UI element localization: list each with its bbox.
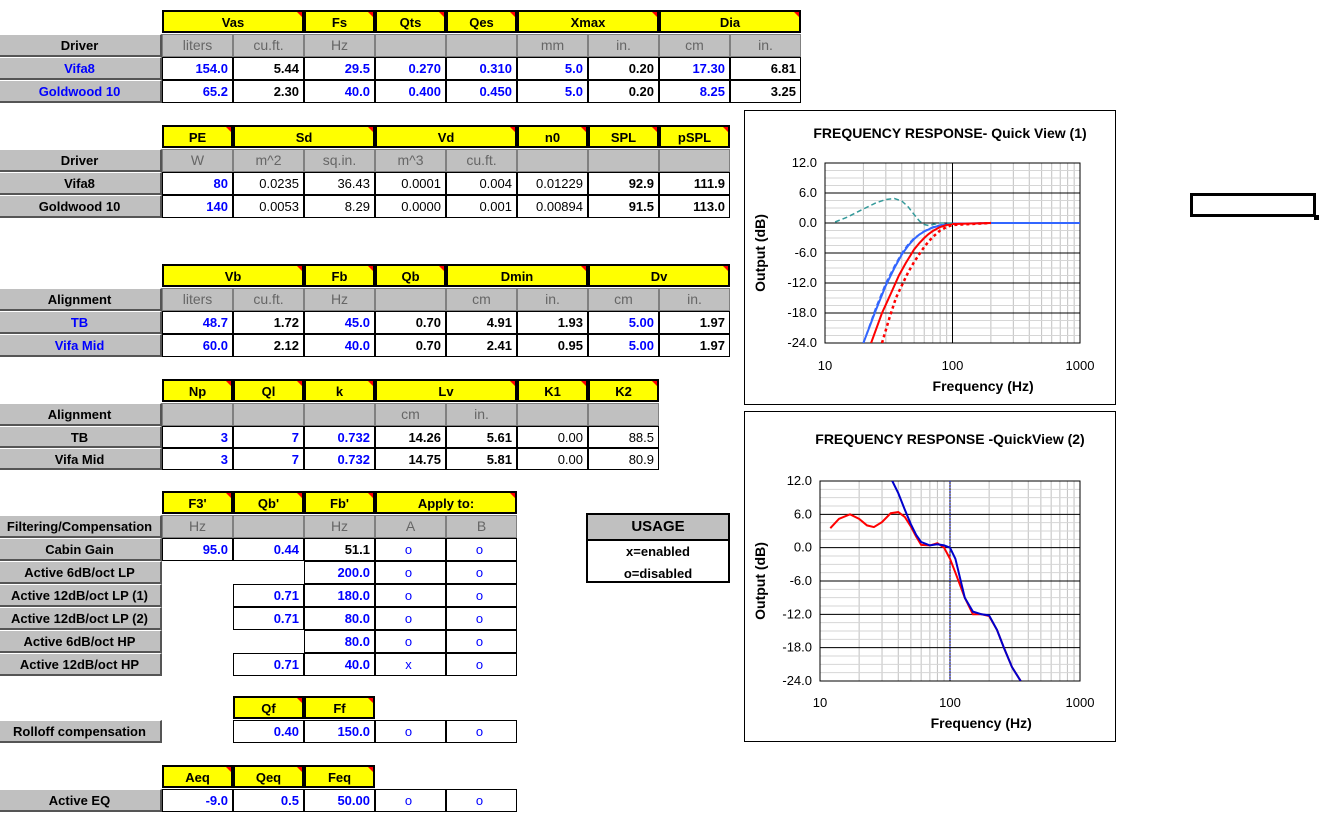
value-cell[interactable]: 5.00: [588, 311, 659, 334]
comment-indicator-icon: [510, 381, 515, 386]
value-cell[interactable]: 0.71: [233, 607, 304, 630]
header-eq-1-label: Qeq: [255, 770, 282, 785]
comment-indicator-icon: [510, 493, 515, 498]
unit-cell: [446, 34, 517, 57]
value-cell[interactable]: 80: [162, 172, 233, 195]
header-eq-0-label: Aeq: [185, 770, 210, 785]
value-cell[interactable]: 40.0: [304, 653, 375, 676]
value-cell[interactable]: 0.004: [446, 172, 517, 195]
comment-indicator-icon: [297, 12, 302, 17]
value-cell[interactable]: 0.71: [233, 584, 304, 607]
y-tick-label: -24.0: [787, 335, 817, 350]
y-tick-label: 6.0: [793, 506, 812, 522]
header-qb-label: Qb: [401, 269, 420, 284]
value-cell[interactable]: 1.93: [517, 311, 588, 334]
value-cell[interactable]: 17.30: [659, 57, 730, 80]
unit-cell: cu.ft.: [233, 34, 304, 57]
comment-indicator-icon: [652, 127, 657, 132]
apply-toggle[interactable]: o: [375, 607, 446, 630]
apply-toggle[interactable]: o: [375, 720, 446, 743]
value-cell[interactable]: 80.0: [304, 630, 375, 653]
header-qf-label: Qf: [261, 701, 276, 716]
value-cell[interactable]: 14.75: [375, 448, 446, 470]
value-cell[interactable]: 0.40: [233, 720, 304, 743]
header-filter-2[interactable]: [304, 491, 375, 514]
header-fb[interactable]: [304, 264, 375, 287]
value-cell[interactable]: 45.0: [304, 311, 375, 334]
value-cell[interactable]: 0.310: [446, 57, 517, 80]
alignment-name: Vifa Mid: [0, 448, 162, 470]
comment-indicator-icon: [652, 12, 657, 17]
unit-cell: [233, 403, 304, 426]
value-cell[interactable]: 92.9: [588, 172, 659, 195]
driver-name[interactable]: Vifa8: [0, 57, 162, 80]
value-cell[interactable]: 1.72: [233, 311, 304, 334]
header-fs-label: Fs: [331, 15, 348, 30]
value-cell[interactable]: 0.20: [588, 80, 659, 103]
chart2-plot: [745, 412, 1117, 743]
comment-indicator-icon: [297, 767, 302, 772]
comment-indicator-icon: [297, 698, 302, 703]
value-cell[interactable]: 0.71: [233, 653, 304, 676]
x-tick-label: 100: [941, 358, 964, 373]
header-qts-label: Qts: [399, 15, 422, 30]
unit-cell: [375, 34, 446, 57]
filter-name: Active 12dB/oct LP (2): [0, 607, 162, 630]
filter-name: Cabin Gain: [0, 538, 162, 561]
value-cell[interactable]: 0.00: [517, 426, 588, 448]
value-cell[interactable]: 0.001: [446, 195, 517, 218]
value-cell[interactable]: 91.5: [588, 195, 659, 218]
header-np-label: Np: [188, 384, 207, 399]
x-tick-label: 100: [939, 695, 961, 710]
header-qf[interactable]: [233, 696, 304, 719]
y-tick-label: -6.0: [794, 245, 817, 260]
unit-cell: in.: [517, 288, 588, 311]
header-pe-label: PE: [188, 130, 207, 145]
value-cell[interactable]: 1.97: [659, 311, 730, 334]
header-k1-label: K1: [544, 384, 561, 399]
header-dia[interactable]: [659, 10, 801, 33]
apply-toggle[interactable]: o: [446, 584, 517, 607]
unit-cell: sq.in.: [304, 149, 375, 172]
driver-name[interactable]: Goldwood 10: [0, 80, 162, 103]
unit-cell: cm: [588, 288, 659, 311]
value-cell[interactable]: 1.97: [659, 334, 730, 357]
y-tick-label: 0.0: [798, 215, 817, 230]
comment-indicator-icon: [226, 127, 231, 132]
unit-cell: Hz: [304, 288, 375, 311]
unit-cell: liters: [162, 288, 233, 311]
unit-cell: Hz: [304, 34, 375, 57]
header-qes[interactable]: [446, 10, 517, 33]
unit-cell: [659, 149, 730, 172]
comment-indicator-icon: [581, 127, 586, 132]
apply-toggle[interactable]: o: [446, 653, 517, 676]
alignment-name: TB: [0, 426, 162, 448]
comment-indicator-icon: [297, 266, 302, 271]
header-ff[interactable]: [304, 696, 375, 719]
value-cell[interactable]: 0.44: [233, 538, 304, 561]
header-fb-label: Fb: [331, 269, 348, 284]
unit-cell: mm: [517, 34, 588, 57]
value-cell[interactable]: 65.2: [162, 80, 233, 103]
rolloff-label: Rolloff compensation: [0, 720, 162, 743]
apply-toggle[interactable]: o: [375, 789, 446, 812]
comment-indicator-icon: [226, 493, 231, 498]
value-cell[interactable]: 0.0235: [233, 172, 304, 195]
value-cell[interactable]: 0.270: [375, 57, 446, 80]
value-cell[interactable]: -9.0: [162, 789, 233, 812]
apply-toggle[interactable]: o: [446, 538, 517, 561]
unit-cell: [588, 403, 659, 426]
header-ql[interactable]: [233, 379, 304, 402]
value-cell[interactable]: 2.30: [233, 80, 304, 103]
value-cell[interactable]: 154.0: [162, 57, 233, 80]
value-cell[interactable]: 95.0: [162, 538, 233, 561]
header-qts[interactable]: [375, 10, 446, 33]
header-dv-label: Dv: [650, 269, 668, 284]
apply-toggle[interactable]: o: [446, 561, 517, 584]
value-cell[interactable]: 111.9: [659, 172, 730, 195]
row-header-driver: Driver: [0, 149, 162, 172]
unit-cell: [304, 403, 375, 426]
y-axis-label: Output (dB): [752, 214, 768, 292]
value-cell[interactable]: 8.29: [304, 195, 375, 218]
value-cell[interactable]: 5.61: [446, 426, 517, 448]
y-tick-label: -12.0: [787, 275, 817, 290]
value-cell[interactable]: 0.450: [446, 80, 517, 103]
apply-toggle[interactable]: o: [375, 584, 446, 607]
value-cell[interactable]: 0.00894: [517, 195, 588, 218]
header-n0-label: n0: [544, 130, 561, 145]
header-n0[interactable]: [517, 125, 588, 148]
header-eq-2-label: Feq: [327, 770, 352, 785]
value-cell[interactable]: 5.00: [588, 334, 659, 357]
value-cell[interactable]: 7: [233, 426, 304, 448]
x-tick-label: 1000: [1065, 695, 1095, 710]
value-cell[interactable]: 40.0: [304, 80, 375, 103]
y-tick-label: -6.0: [789, 573, 812, 588]
header-eq-2[interactable]: [304, 765, 375, 788]
usage-disabled: o=disabled: [623, 566, 693, 581]
unit-cell: liters: [162, 34, 233, 57]
header-ql-label: Ql: [261, 384, 276, 399]
driver-name: Goldwood 10: [0, 195, 162, 218]
filter-name: Active 12dB/oct HP: [0, 653, 162, 676]
x-axis-label: Frequency (Hz): [930, 715, 1032, 731]
comment-indicator-icon: [510, 12, 515, 17]
y-tick-label: 12.0: [791, 155, 817, 170]
comment-indicator-icon: [581, 381, 586, 386]
header-k2[interactable]: [588, 379, 659, 402]
row-header-alignment: Alignment: [0, 403, 162, 426]
usage-title: USAGE: [588, 515, 728, 541]
header-pspl[interactable]: [659, 125, 730, 148]
usage-enabled: x=enabled: [626, 544, 690, 559]
value-cell[interactable]: 0.70: [375, 311, 446, 334]
value-cell[interactable]: 2.12: [233, 334, 304, 357]
value-cell[interactable]: 0.01229: [517, 172, 588, 195]
y-tick-label: -24.0: [782, 673, 812, 688]
header-xmax[interactable]: [517, 10, 659, 33]
value-cell[interactable]: 29.5: [304, 57, 375, 80]
value-cell[interactable]: 14.26: [375, 426, 446, 448]
y-tick-label: -18.0: [782, 639, 812, 655]
chart1-plot: [745, 111, 1117, 406]
value-cell[interactable]: 2.41: [446, 334, 517, 357]
header-np[interactable]: [162, 379, 233, 402]
apply-toggle[interactable]: o: [446, 720, 517, 743]
x-tick-label: 10: [812, 695, 828, 710]
comment-indicator-icon: [652, 381, 657, 386]
header-k-label: k: [335, 384, 344, 399]
unit-cell: in.: [446, 403, 517, 426]
unit-cell: m^3: [375, 149, 446, 172]
header-spl-label: SPL: [610, 130, 637, 145]
alignment-name[interactable]: TB: [0, 311, 162, 334]
row-header-filtering: Filtering/Compensation: [0, 515, 162, 538]
unit-cell: [162, 403, 233, 426]
selected-cell[interactable]: [1190, 193, 1316, 217]
header-lv-label: Lv: [438, 384, 454, 399]
y-tick-label: 12.0: [786, 473, 812, 488]
header-dmin[interactable]: [446, 264, 588, 287]
driver-name: Vifa8: [0, 172, 162, 195]
header-vas-label: Vas: [221, 15, 245, 30]
unit-cell: [588, 149, 659, 172]
value-cell[interactable]: 140: [162, 195, 233, 218]
chart-quick-view-1[interactable]: [744, 110, 1116, 405]
eq-label: Active EQ: [0, 789, 162, 812]
apply-toggle[interactable]: x: [375, 653, 446, 676]
comment-indicator-icon: [368, 127, 373, 132]
value-cell[interactable]: 80.0: [304, 607, 375, 630]
header-filter-0-label: F3': [188, 496, 207, 511]
unit-cell: [375, 288, 446, 311]
header-filter-1[interactable]: [233, 491, 304, 514]
apply-toggle[interactable]: o: [446, 630, 517, 653]
apply-toggle[interactable]: o: [446, 607, 517, 630]
chart2-title: FREQUENCY RESPONSE -QuickView (2): [815, 431, 1085, 447]
value-cell[interactable]: 51.1: [304, 538, 375, 561]
y-axis-label: Output (dB): [752, 542, 768, 620]
header-eq-0[interactable]: [162, 765, 233, 788]
value-cell[interactable]: 200.0: [304, 561, 375, 584]
row-header-driver: Driver: [0, 34, 162, 57]
x-axis-label: Frequency (Hz): [932, 378, 1034, 394]
value-cell[interactable]: 3.25: [730, 80, 801, 103]
value-cell[interactable]: 60.0: [162, 334, 233, 357]
header-filter-2-label: Fb': [330, 496, 349, 511]
header-vd[interactable]: [375, 125, 517, 148]
header-ff-label: Ff: [333, 701, 346, 716]
value-cell[interactable]: 3: [162, 448, 233, 470]
apply-toggle[interactable]: o: [375, 630, 446, 653]
row-header-alignment: Alignment: [0, 288, 162, 311]
value-cell[interactable]: 80.9: [588, 448, 659, 470]
comment-indicator-icon: [439, 266, 444, 271]
series-line-4: [835, 199, 952, 226]
value-cell[interactable]: 0.400: [375, 80, 446, 103]
chart-quick-view-2[interactable]: [744, 411, 1116, 742]
value-cell[interactable]: 0.0001: [375, 172, 446, 195]
header-dia-label: Dia: [719, 15, 741, 30]
value-cell[interactable]: 5.44: [233, 57, 304, 80]
header-dv[interactable]: [588, 264, 730, 287]
header-pspl-label: pSPL: [677, 130, 712, 145]
header-dmin-label: Dmin: [500, 269, 534, 284]
comment-indicator-icon: [297, 381, 302, 386]
value-cell[interactable]: 3: [162, 426, 233, 448]
filter-name: Active 6dB/oct LP: [0, 561, 162, 584]
chart1-title: FREQUENCY RESPONSE- Quick View (1): [813, 125, 1087, 141]
y-tick-label: 0.0: [793, 539, 812, 555]
value-cell[interactable]: 0.95: [517, 334, 588, 357]
value-cell[interactable]: 5.0: [517, 57, 588, 80]
header-vas[interactable]: [162, 10, 304, 33]
y-tick-label: 6.0: [798, 185, 817, 200]
header-vb-label: Vb: [224, 269, 242, 284]
header-pe[interactable]: [162, 125, 233, 148]
unit-cell: cm: [659, 34, 730, 57]
unit-cell: cm: [375, 403, 446, 426]
value-cell[interactable]: 6.81: [730, 57, 801, 80]
value-cell[interactable]: 0.0000: [375, 195, 446, 218]
header-sd[interactable]: [233, 125, 375, 148]
unit-cell: [517, 149, 588, 172]
value-cell[interactable]: 0.70: [375, 334, 446, 357]
header-k1[interactable]: [517, 379, 588, 402]
value-cell[interactable]: 0.0053: [233, 195, 304, 218]
unit-cell: cu.ft.: [446, 149, 517, 172]
unit-cell: W: [162, 149, 233, 172]
header-vd-label: Vd: [437, 130, 455, 145]
comment-indicator-icon: [297, 493, 302, 498]
comment-indicator-icon: [368, 493, 373, 498]
alignment-name[interactable]: Vifa Mid: [0, 334, 162, 357]
apply-toggle[interactable]: o: [375, 538, 446, 561]
unit-cell: cu.ft.: [233, 288, 304, 311]
apply-toggle[interactable]: o: [375, 561, 446, 584]
value-cell[interactable]: 5.81: [446, 448, 517, 470]
comment-indicator-icon: [510, 127, 515, 132]
value-cell[interactable]: 180.0: [304, 584, 375, 607]
comment-indicator-icon: [581, 266, 586, 271]
unit-cell: cm: [446, 288, 517, 311]
comment-indicator-icon: [368, 698, 373, 703]
value-cell[interactable]: 36.43: [304, 172, 375, 195]
x-tick-label: 10: [817, 358, 833, 373]
value-cell[interactable]: 0.732: [304, 426, 375, 448]
unit-cell: Hz: [304, 515, 375, 538]
header-filter-1-label: Qb': [257, 496, 280, 511]
header-eq-1[interactable]: [233, 765, 304, 788]
unit-cell: in.: [659, 288, 730, 311]
fill-handle[interactable]: [1314, 215, 1319, 220]
value-cell[interactable]: 0.732: [304, 448, 375, 470]
comment-indicator-icon: [723, 266, 728, 271]
header-spl[interactable]: [588, 125, 659, 148]
header-lv[interactable]: [375, 379, 517, 402]
value-cell[interactable]: 7: [233, 448, 304, 470]
header-sd-label: Sd: [295, 130, 313, 145]
value-cell[interactable]: 50.00: [304, 789, 375, 812]
apply-toggle[interactable]: o: [446, 789, 517, 812]
comment-indicator-icon: [368, 767, 373, 772]
unit-cell: A: [375, 515, 446, 538]
value-cell[interactable]: 0.20: [588, 57, 659, 80]
unit-cell: in.: [730, 34, 801, 57]
x-tick-label: 1000: [1065, 358, 1095, 373]
unit-cell: in.: [588, 34, 659, 57]
filter-name: Active 12dB/oct LP (1): [0, 584, 162, 607]
value-cell[interactable]: 0.5: [233, 789, 304, 812]
header-filter-3-label: Apply to:: [417, 496, 475, 511]
y-tick-label: -18.0: [787, 305, 817, 320]
value-cell[interactable]: 88.5: [588, 426, 659, 448]
value-cell[interactable]: 113.0: [659, 195, 730, 218]
comment-indicator-icon: [723, 127, 728, 132]
header-filter-3[interactable]: [375, 491, 517, 514]
comment-indicator-icon: [368, 381, 373, 386]
value-cell[interactable]: 40.0: [304, 334, 375, 357]
unit-cell: [517, 403, 588, 426]
value-cell[interactable]: 8.25: [659, 80, 730, 103]
value-cell[interactable]: 5.0: [517, 80, 588, 103]
value-cell[interactable]: 150.0: [304, 720, 375, 743]
comment-indicator-icon: [226, 767, 231, 772]
header-qb[interactable]: [375, 264, 446, 287]
comment-indicator-icon: [439, 12, 444, 17]
unit-cell: Hz: [162, 515, 233, 538]
comment-indicator-icon: [368, 12, 373, 17]
y-tick-label: -12.0: [782, 606, 812, 622]
unit-cell: m^2: [233, 149, 304, 172]
unit-cell: B: [446, 515, 517, 538]
header-xmax-label: Xmax: [570, 15, 606, 30]
unit-cell: [233, 515, 304, 538]
value-cell[interactable]: 0.00: [517, 448, 588, 470]
header-fs[interactable]: [304, 10, 375, 33]
header-filter-0[interactable]: [162, 491, 233, 514]
value-cell[interactable]: 48.7: [162, 311, 233, 334]
header-k2-label: K2: [615, 384, 632, 399]
comment-indicator-icon: [368, 266, 373, 271]
filter-name: Active 6dB/oct HP: [0, 630, 162, 653]
comment-indicator-icon: [794, 12, 799, 17]
header-vb[interactable]: [162, 264, 304, 287]
value-cell[interactable]: 4.91: [446, 311, 517, 334]
header-qes-label: Qes: [469, 15, 494, 30]
header-k[interactable]: [304, 379, 375, 402]
comment-indicator-icon: [226, 381, 231, 386]
usage-legend: [586, 513, 730, 583]
